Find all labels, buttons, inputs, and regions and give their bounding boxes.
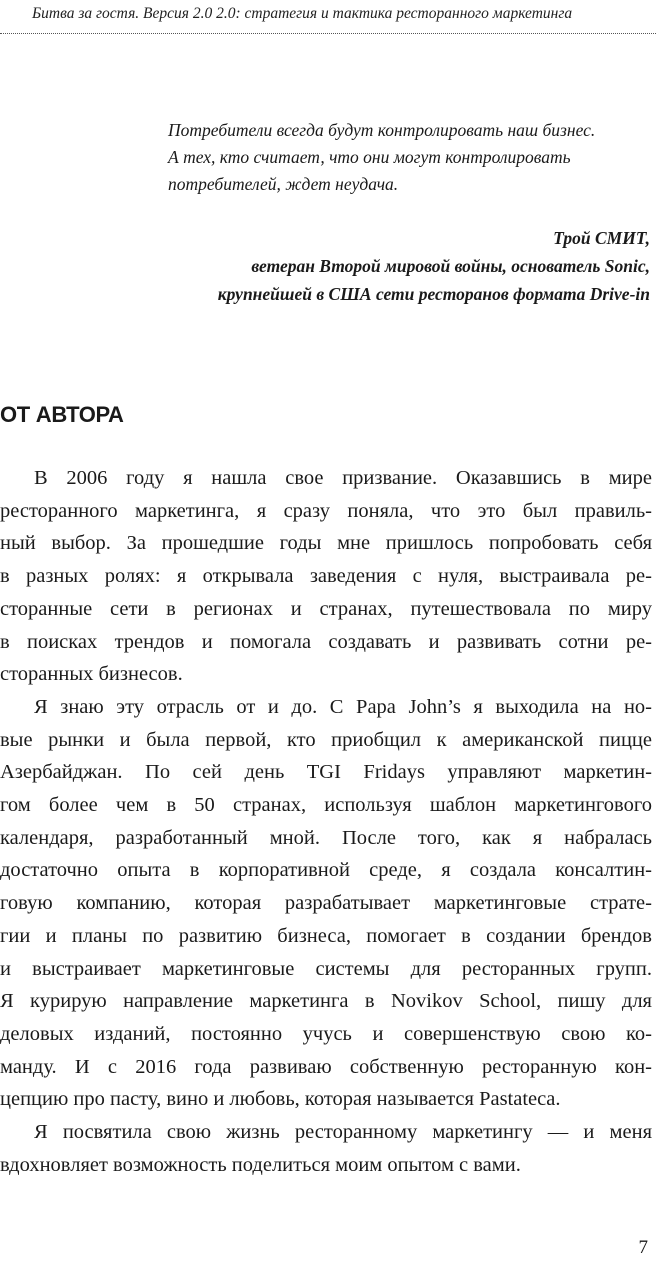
attribution-author: Трой СМИТ, xyxy=(553,228,650,248)
body-line: сторанные сети в регионах и странах, путешествовала по миру xyxy=(0,597,652,620)
body-line: гом более чем в 50 странах, используя шаблон маркетингового xyxy=(0,794,652,817)
body-line: вые рынки и была первой, кто приобщил к американской пицце xyxy=(0,728,652,751)
body-line: деловых изданий, постоянно учусь и совершенствую свою ко- xyxy=(0,1022,652,1045)
header-divider xyxy=(0,33,656,34)
body-line: вдохновляет возможность поделиться моим опытом с вами. xyxy=(0,1153,521,1176)
attribution-line: крупнейшей в США сети ресторанов формата Drive-in xyxy=(217,284,650,304)
running-header: Битва за гостя. Версия 2.0 2.0: стратегия и тактика ресторанного маркетинга xyxy=(32,5,573,22)
body-line: в разных ролях: я открывала заведения с нуля, выстраивала ре- xyxy=(0,565,652,588)
body-line: Я посвятила свою жизнь ресторанному маркетингу — и меня xyxy=(34,1121,652,1144)
body-line: Я знаю эту отрасль от и до. С Papa John’s я выходила на но- xyxy=(34,695,652,718)
epigraph-line: Потребители всегда будут контролировать наш бизнес. xyxy=(168,120,596,140)
page-number: 7 xyxy=(638,1237,648,1258)
body-line: цепцию про пасту, вино и любовь, которая называется Pastateca. xyxy=(0,1088,561,1111)
body-line: в поисках трендов и помогала создавать и развивать сотни ре- xyxy=(0,630,652,653)
epigraph xyxy=(168,117,650,198)
epigraph-attribution xyxy=(218,224,650,308)
body-line: В 2006 году я нашла свое призвание. Оказавшись в мире xyxy=(34,467,652,489)
epigraph-line: А тех, кто считает, что они могут контролировать xyxy=(168,147,571,167)
body-line: гии и планы по развитию бизнеса, помогает в создании брендов xyxy=(0,924,652,947)
body-line: говую компанию, которая разрабатывает маркетинговые страте- xyxy=(0,892,652,915)
body-line: Я курирую направление маркетинга в Novikov School, пишу для xyxy=(0,990,652,1013)
body-line: сторанных бизнесов. xyxy=(0,663,183,686)
attribution-line: ветеран Второй мировой войны, основатель Sonic, xyxy=(251,256,650,276)
body-line: ный выбор. За прошедшие годы мне пришлось попробовать себя xyxy=(0,532,652,555)
body-line: и выстраивает маркетинговые системы для ресторанных групп. xyxy=(0,957,652,980)
body-line: достаточно опыта в корпоративной среде, я создала консалтин- xyxy=(0,859,652,882)
body-line: Азербайджан. По сей день TGI Fridays управляют маркетин- xyxy=(0,761,652,784)
body-line: ресторанного маркетинга, я сразу поняла, что это был правиль- xyxy=(0,499,652,522)
body-line: календаря, разработанный мной. После того, как я набралась xyxy=(0,826,652,849)
section-title: ОТ АВТОРА xyxy=(0,402,124,427)
epigraph-line: потребителей, ждет неудача. xyxy=(168,174,399,194)
body-line: манду. И с 2016 года развиваю собственную ресторанную кон- xyxy=(0,1055,652,1078)
body-text xyxy=(0,462,652,1181)
